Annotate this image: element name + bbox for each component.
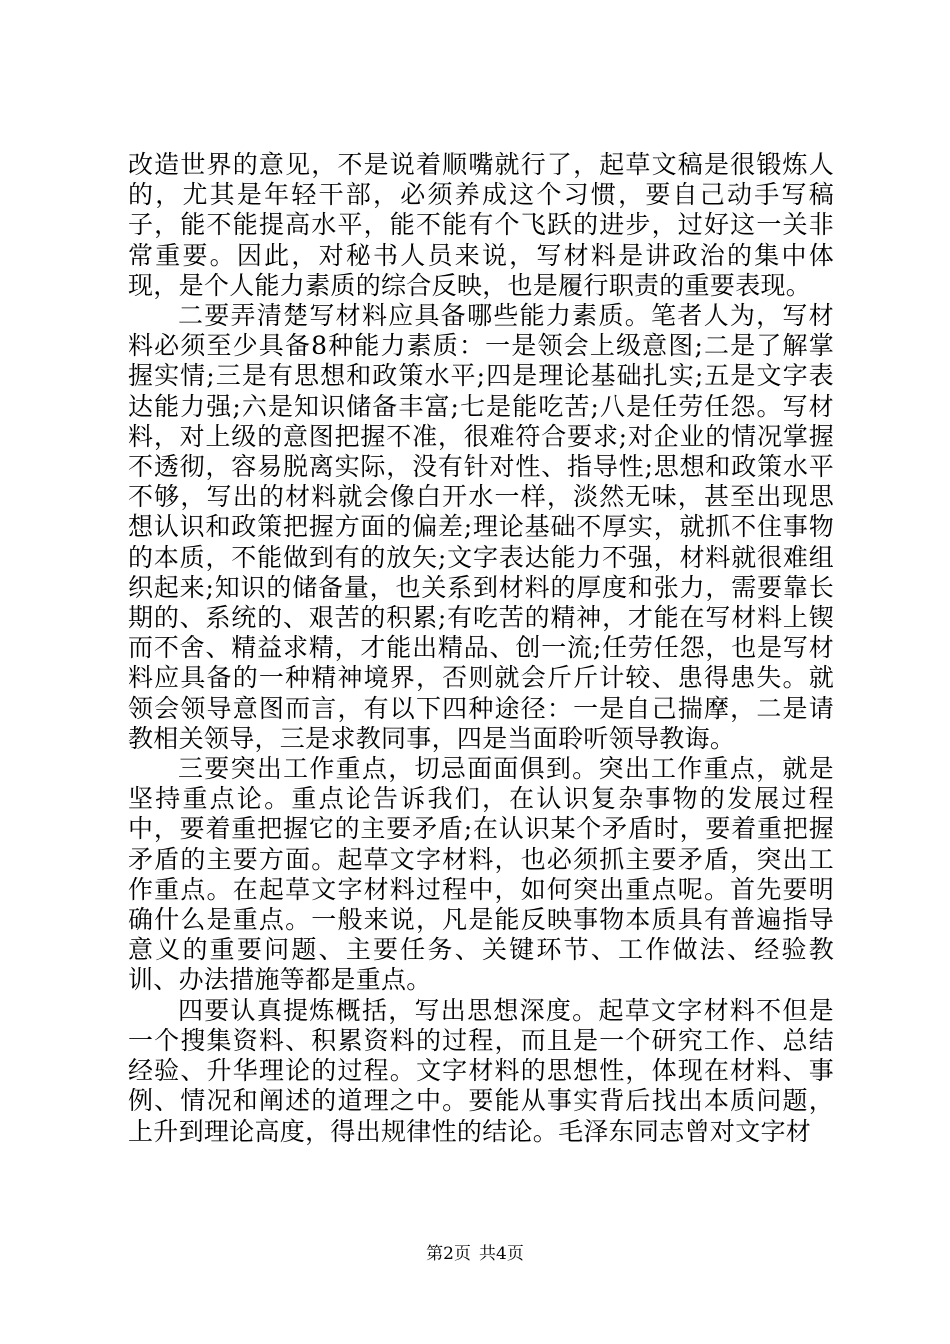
paragraph-4: 四要认真提炼概括，写出思想深度。起草文字材料不但是一个搜集资料、积累资料的过程，而且是一个研究工作、总结经验、升华理论的过程。文字材料的思想性，体现在材料、事例、情况和阐述的道理之中。要能从事实背后找出本质问题，上升到理论高度，得出规律性的结论。毛泽东同志曾对文字材 [128, 995, 834, 1146]
page-total: 共4页 [479, 1244, 524, 1264]
paragraph-3: 三要突出工作重点，切忌面面俱到。突出工作重点，就是坚持重点论。重点论告诉我们，在认识复杂事物的发展过程中，要着重把握它的主要矛盾;在认识某个矛盾时，要着重把握矛盾的主要方面。起草文字材料，也必须抓主要矛盾，突出工作重点。在起草文字材料过程中，如何突出重点呢。首先要明确什么是重点。一般来说，凡是能反映事物本质具有普遍指导意义的重要问题、主要任务、关键环节、工作做法、经验教训、办法措施等都是重点。 [128, 754, 834, 995]
document-body [128, 150, 834, 1147]
page-footer [0, 1244, 950, 1264]
page-number: 第2页 [426, 1244, 471, 1264]
paragraph-1: 改造世界的意见，不是说着顺嘴就行了，起草文稿是很锻炼人的，尤其是年轻干部，必须养成这个习惯，要自己动手写稿子，能不能提高水平，能不能有个飞跃的进步，过好这一关非常重要。因此，对秘书人员来说，写材料是讲政治的集中体现，是个人能力素质的综合反映，也是履行职责的重要表现。 [128, 150, 834, 300]
paragraph-2: 二要弄清楚写材料应具备哪些能力素质。笔者人为，写材料必须至少具备8种能力素质：一是领会上级意图;二是了解掌握实情;三是有思想和政策水平;四是理论基础扎实;五是文字表达能力强;六是知识储备丰富;七是能吃苦;八是任劳任怨。写材料，对上级的意图把握不准，很难符合要求;对企业的情况掌握不透彻，容易脱离实际，没有针对性、指导性;思想和政策水平不够，写出的材料就会像白开水一样，淡然无味，甚至出现思想认识和政策把握方面的偏差;理论基础不厚实，就抓不住事物的本质，不能做到有的放矢;文字表达能力不强，材料就很难组织起来;知识的储备量，也关系到材料的厚度和张力，需要靠长期的、系统的、艰苦的积累;有吃苦的精神，才能在写材料上锲而不舍、精益求精，才能出精品、创一流;任劳任怨，也是写材料应具备的一种精神境界，否则就会斤斤计较、患得患失。就领会领导意图而言，有以下四种途径：一是自己揣摩，二是请教相关领导，三是求教同事，四是当面聆听领导教诲。 [128, 301, 834, 753]
